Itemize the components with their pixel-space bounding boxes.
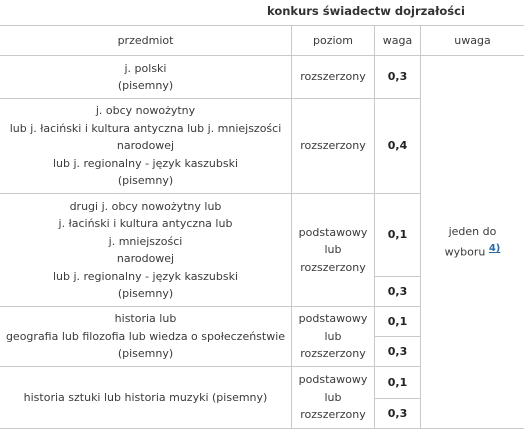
weight-cell: 0,1 <box>375 194 421 277</box>
subject-line: lub j. łaciński i kultura antyczna lub j. mniejszości <box>9 121 282 135</box>
level-line: podstawowy <box>298 373 368 387</box>
subject-line: narodowej <box>116 139 175 153</box>
weight-cell: 0,3 <box>375 399 421 429</box>
table-header-row <box>0 26 524 56</box>
subject-line: j. mniejszości <box>108 234 183 248</box>
subject-cell: historia sztuki lub historia muzyki (pisemny) <box>0 367 292 429</box>
subject-line: drugi j. obcy nowożytny lub <box>69 199 222 213</box>
weight-cell: 0,3 <box>375 277 421 307</box>
header-przedmiot: przedmiot <box>0 26 292 56</box>
subject-line: lub j. regionalny - język kaszubski <box>52 269 239 283</box>
level-line: podstawowy <box>298 225 368 239</box>
subject-line: geografia lub filozofia lub wiedza o społeczeństwie <box>5 329 286 343</box>
subject-line: (pisemny) <box>117 79 174 92</box>
weight-cell: 0,4 <box>375 99 421 194</box>
weight-cell: 0,3 <box>375 337 421 367</box>
note-line: wyboru <box>444 245 486 259</box>
subject-cell <box>0 307 292 367</box>
subject-line: narodowej <box>116 252 175 265</box>
weights-table <box>0 25 524 429</box>
level-line: rozszerzony <box>300 408 366 422</box>
subject-line: lub j. regionalny - język kaszubski <box>52 156 239 170</box>
header-waga: waga <box>375 26 421 56</box>
level-line: podstawowy <box>298 312 368 326</box>
subject-cell <box>0 56 292 99</box>
level-line: rozszerzony <box>300 260 366 274</box>
header-uwaga: uwaga <box>421 26 525 56</box>
subject-line: j. łaciński i kultura antyczna lub <box>58 217 233 230</box>
subject-line: (pisemny) <box>117 174 174 188</box>
subject-line: j. polski <box>124 61 167 75</box>
level-cell <box>292 367 375 429</box>
level-cell: rozszerzony <box>292 56 375 99</box>
subject-line: historia lub <box>114 312 177 326</box>
header-poziom: poziom <box>292 26 375 56</box>
page-title: konkurs świadectw dojrzałości <box>267 4 465 18</box>
footnote-link[interactable]: 4) <box>488 243 501 255</box>
level-line: rozszerzony <box>300 347 366 361</box>
level-line: lub <box>324 243 342 257</box>
subject-cell <box>0 99 292 194</box>
weight-cell: 0,1 <box>375 307 421 337</box>
table-row <box>0 56 524 99</box>
level-line: lub <box>324 329 342 343</box>
subject-line: (pisemny) <box>117 347 174 361</box>
note-cell <box>421 56 525 429</box>
weight-cell: 0,3 <box>375 56 421 99</box>
weight-cell: 0,1 <box>375 367 421 399</box>
note-line: jeden do <box>448 224 497 238</box>
subject-line: j. obcy nowożytny <box>95 104 196 118</box>
subject-cell <box>0 194 292 307</box>
level-cell: rozszerzony <box>292 99 375 194</box>
level-line: lub <box>324 390 342 404</box>
level-cell <box>292 307 375 367</box>
subject-line: (pisemny) <box>117 287 174 300</box>
level-cell <box>292 194 375 307</box>
